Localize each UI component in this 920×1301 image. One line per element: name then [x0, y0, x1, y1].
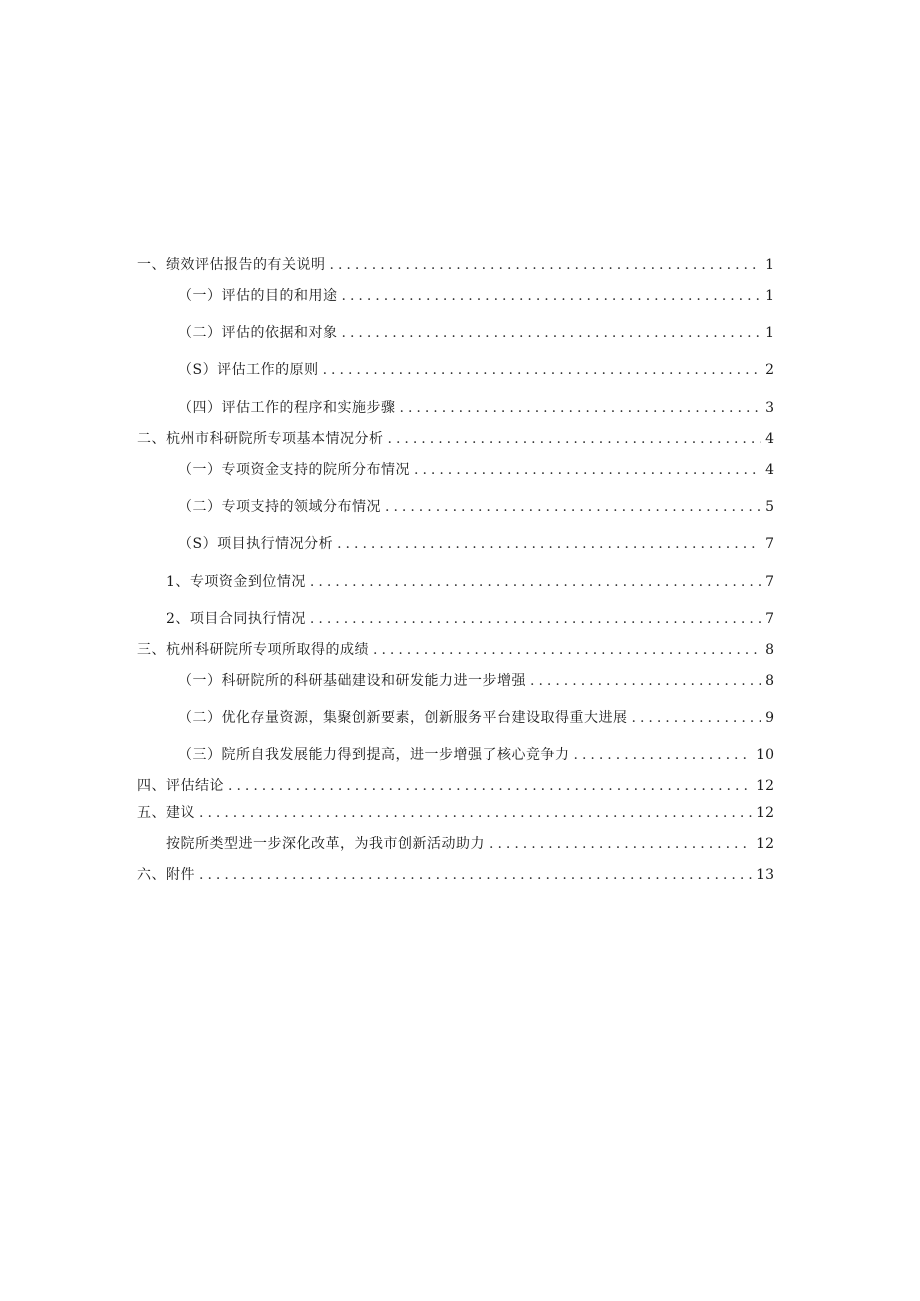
toc-entry-label: （四）评估工作的程序和实施步骤	[178, 400, 396, 416]
toc-entry[interactable]	[178, 399, 774, 417]
toc-leader-dots	[414, 461, 761, 479]
toc-entry-page: 7	[765, 574, 774, 590]
toc-entry-label: 六、附件	[137, 867, 195, 883]
toc-entry[interactable]	[178, 324, 774, 342]
toc-leader-dots	[373, 641, 761, 659]
toc-leader-dots	[342, 287, 762, 305]
toc-entry-page: 7	[765, 611, 774, 627]
toc-leader-dots	[388, 430, 762, 448]
toc-entry[interactable]	[166, 610, 774, 628]
toc-entry[interactable]	[137, 641, 774, 659]
toc-entry-label: 四、评估结论	[137, 778, 224, 794]
toc-entry-label: （二）评估的依据和对象	[178, 325, 338, 341]
toc-entry[interactable]	[178, 287, 774, 305]
toc-entry-label: （S）项目执行情况分析	[178, 536, 334, 552]
toc-entry-page: 1	[765, 257, 774, 273]
toc-entry-page: 1	[765, 288, 774, 304]
toc-entry-label: 2、项目合同执行情况	[166, 611, 306, 627]
toc-leader-dots	[574, 746, 753, 764]
toc-leader-dots	[342, 324, 762, 342]
toc-leader-dots	[632, 709, 762, 727]
toc-entry[interactable]	[178, 709, 774, 727]
toc-entry[interactable]	[178, 361, 774, 379]
toc-entry-page: 2	[765, 362, 774, 378]
toc-entry-page: 12	[756, 836, 774, 852]
toc-entry-page: 1	[765, 325, 774, 341]
toc-leader-dots	[199, 866, 752, 884]
toc-entry[interactable]	[166, 573, 774, 591]
toc-entry-page: 4	[765, 462, 774, 478]
toc-entry[interactable]	[178, 746, 774, 764]
toc-leader-dots	[330, 256, 762, 274]
toc-entry-label: （一）科研院所的科研基础建设和研发能力进一步增强	[178, 673, 526, 689]
toc-leader-dots	[400, 399, 762, 417]
toc-entry-page: 9	[765, 710, 774, 726]
toc-leader-dots	[385, 498, 761, 516]
toc-entry-label: （二）优化存量资源，集聚创新要素，创新服务平台建设取得重大进展	[178, 710, 628, 726]
toc-entry[interactable]	[137, 777, 774, 795]
toc-entry-label: 一、绩效评估报告的有关说明	[137, 257, 326, 273]
toc-entry-label: 1、专项资金到位情况	[166, 574, 306, 590]
toc-leader-dots	[323, 361, 761, 379]
toc-leader-dots	[228, 777, 752, 795]
toc-entry[interactable]	[137, 430, 774, 448]
toc-entry-label: （一）评估的目的和用途	[178, 288, 338, 304]
toc-entry-page: 10	[756, 747, 774, 763]
toc-entry[interactable]	[178, 672, 774, 690]
toc-entry[interactable]	[137, 804, 774, 822]
toc-entry[interactable]	[178, 498, 774, 516]
toc-leader-dots	[310, 573, 761, 591]
toc-entry-label: （二）专项支持的领域分布情况	[178, 499, 381, 515]
toc-entry-label: （三）院所自我发展能力得到提高，进一步增强了核心竞争力	[178, 747, 570, 763]
toc-entry[interactable]	[137, 256, 774, 274]
toc-entry-page: 12	[756, 805, 774, 821]
toc-entry[interactable]	[137, 866, 774, 884]
toc-leader-dots	[530, 672, 761, 690]
toc-leader-dots	[199, 804, 752, 822]
toc-entry-page: 4	[765, 431, 774, 447]
toc-leader-dots	[489, 835, 752, 853]
toc-leader-dots	[337, 535, 761, 553]
toc-entry-label: 按院所类型进一步深化改革，为我市创新活动助力	[166, 836, 485, 852]
toc-leader-dots	[310, 610, 761, 628]
toc-entry[interactable]	[178, 535, 774, 553]
toc-entry-page: 5	[765, 499, 774, 515]
toc-entry-label: （S）评估工作的原则	[178, 362, 319, 378]
toc-entry-label: 五、建议	[137, 805, 195, 821]
toc-entry-label: 二、杭州市科研院所专项基本情况分析	[137, 431, 384, 447]
toc-entry[interactable]	[178, 461, 774, 479]
toc-entry-label: 三、杭州科研院所专项所取得的成绩	[137, 642, 369, 658]
toc-entry-page: 8	[765, 642, 774, 658]
toc-entry-page: 13	[756, 867, 774, 883]
toc-entry-page: 8	[765, 673, 774, 689]
toc-entry-page: 3	[765, 400, 774, 416]
toc-entry[interactable]	[166, 835, 774, 853]
toc-entry-page: 7	[765, 536, 774, 552]
toc-entry-page: 12	[756, 778, 774, 794]
toc-entry-label: （一）专项资金支持的院所分布情况	[178, 462, 410, 478]
